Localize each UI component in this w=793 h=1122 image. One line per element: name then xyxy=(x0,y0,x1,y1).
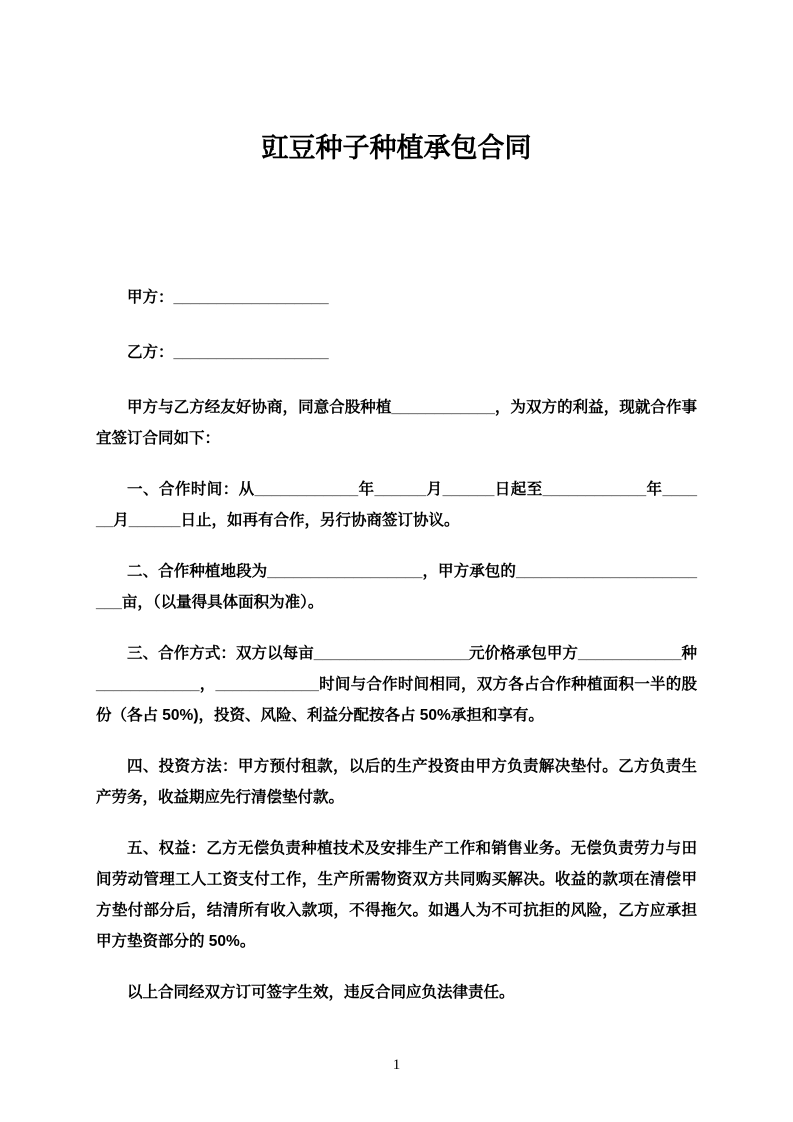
party-b-line: 乙方：__________________ xyxy=(127,344,329,361)
intro-paragraph: 甲方与乙方经友好协商，同意合股种植____________，为双方的利益，现就合作事宜签订合同如下： xyxy=(96,399,697,447)
clause-5-rights: 五、权益：乙方无偿负责种植技术及安排生产工作和销售业务。无偿负责劳力与田间劳动管理工人工资支付工作，生产所需物资双方共同购买解决。收益的款项在清偿甲方垫付部分后，结清所有收入款项，不得拖欠。如遇人为不可抗拒的风险，乙方应承担甲方垫资部分的 50%。 xyxy=(96,840,697,950)
page-number: 1 xyxy=(392,1057,401,1073)
clause-2-planting-area: 二、合作种植地段为__________________，甲方承包的________________________亩，（以量得具体面积为准）。 xyxy=(96,563,697,611)
contract-body xyxy=(96,128,697,1008)
document-title: 豇豆种子种植承包合同 xyxy=(261,133,532,163)
party-a-line: 甲方：__________________ xyxy=(127,289,329,306)
clause-3-cooperation-method: 三、合作方式：双方以每亩__________________元价格承包甲方____________种____________，____________时间与合作时间相同，双方各占合作种植面积一半的股份（各占 50%)，投资、风险、利益分配按各占 50%承担和享有。 xyxy=(96,645,697,724)
closing-paragraph: 以上合同经双方订可签字生效，违反合同应负法律责任。 xyxy=(127,984,515,1001)
clause-1-cooperation-time: 一、合作时间：从____________年______月______日起至____________年______月______日止，如再有合作，另行协商签订协议。 xyxy=(96,481,697,529)
clause-4-investment-method: 四、投资方法：甲方预付租款，以后的生产投资由甲方负责解决垫付。乙方负责生产劳务，收益期应先行清偿垫付款。 xyxy=(96,758,697,806)
